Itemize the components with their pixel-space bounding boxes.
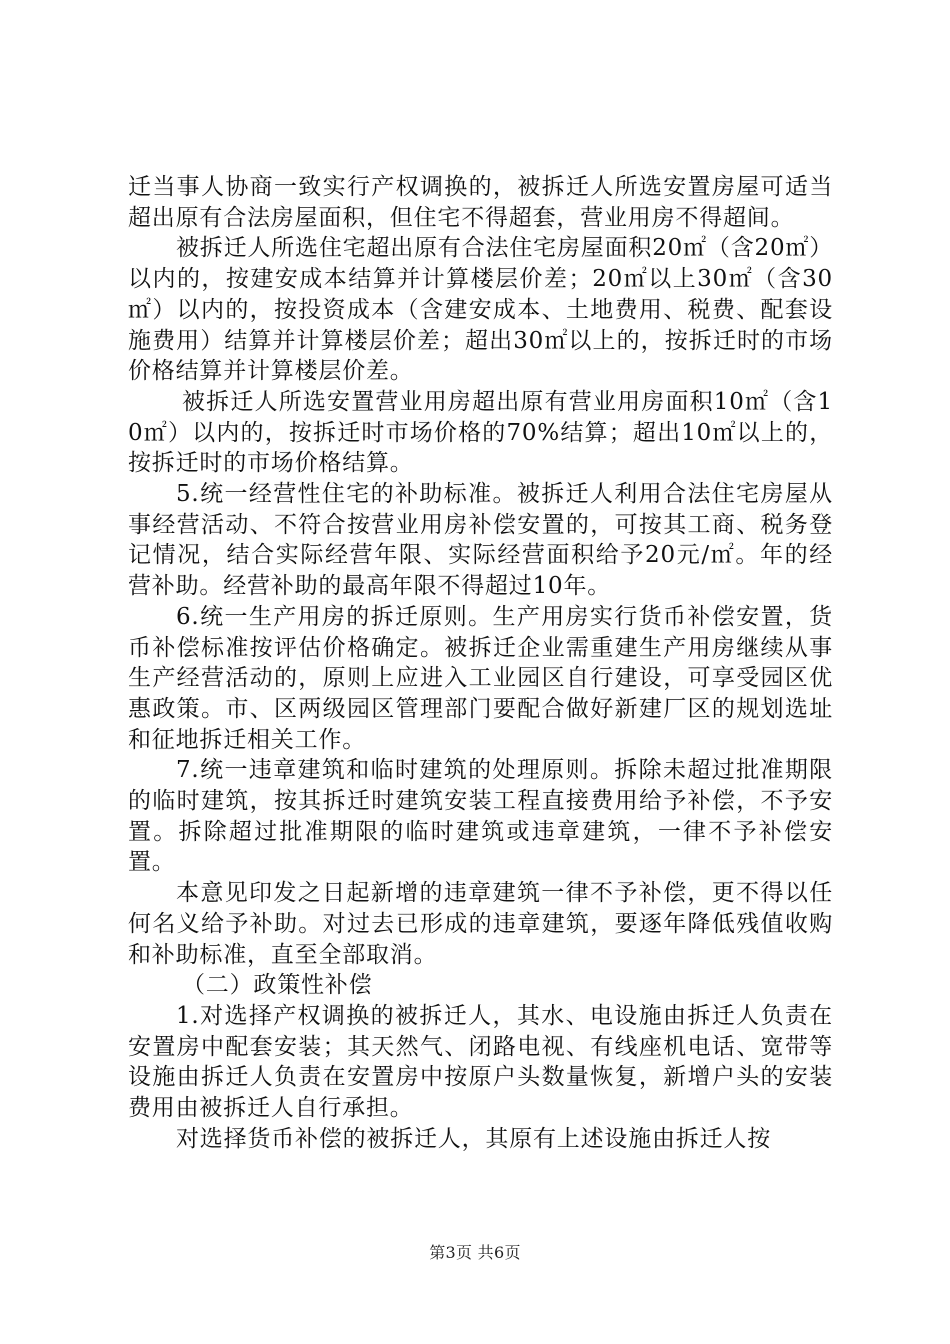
paragraph-item-5: 5.统一经营性住宅的补助标准。被拆迁人利用合法住宅房屋从事经营活动、不符合按营业用房补偿安置的，可按其工商、税务登记情况，结合实际经营年限、实际经营面积给予20元/㎡。年的经营补助。经营补助的最高年限不得超过10年。 xyxy=(128,481,833,600)
page-number: 第3页 共6页 xyxy=(429,1243,521,1262)
paragraph-item-6: 6.统一生产用房的拆迁原则。生产用房实行货币补偿安置，货币补偿标准按评估价格确定。被拆迁企业需重建生产用房继续从事生产经营活动的，原则上应进入工业园区自行建设，可享受园区优惠政策。市、区两级园区管理部门要配合做好新建厂区的规划选址和征地拆迁相关工作。 xyxy=(128,603,833,753)
paragraph-item-7: 7.统一违章建筑和临时建筑的处理原则。拆除未超过批准期限的临时建筑，按其拆迁时建筑安装工程直接费用给予补偿，不予安置。拆除超过批准期限的临时建筑或违章建筑，一律不予补偿安置。 xyxy=(128,757,833,876)
paragraph-illegal-buildings: 本意见印发之日起新增的违章建筑一律不予补偿，更不得以任何名义给予补助。对过去已形成的违章建筑，要逐年降低残值收购和补助标准，直至全部取消。 xyxy=(128,880,833,968)
paragraph-commercial-excess: 被拆迁人所选安置营业用房超出原有营业用房面积10㎡（含10㎡）以内的，按拆迁时市场价格的70%结算；超出10㎡以上的，按拆迁时的市场价格结算。 xyxy=(128,388,833,477)
section-heading-policy-compensation: （二）政策性补偿 xyxy=(182,972,373,999)
paragraph-policy-item-1: 1.对选择产权调换的被拆迁人，其水、电设施由拆迁人负责在安置房中配套安装；其天然气、闭路电视、有线座机电话、宽带等设施由拆迁人负责在安置房中按原户头数量恢复，新增户头的安装费用由被拆迁人自行承担。 xyxy=(128,1002,833,1122)
document-body xyxy=(128,172,833,1155)
paragraph-continuation: 迁当事人协商一致实行产权调换的，被拆迁人所选安置房屋可适当超出原有合法房屋面积，但住宅不得超套，营业用房不得超间。 xyxy=(128,174,833,231)
paragraph-monetary-compensation: 对选择货币补偿的被拆迁人，其原有上述设施由拆迁人按 xyxy=(176,1125,771,1152)
paragraph-residential-excess: 被拆迁人所选住宅超出原有合法住宅房屋面积20㎡（含20㎡）以内的，按建安成本结算并计算楼层价差；20㎡以上30㎡（含30㎡）以内的，按投资成本（含建安成本、土地费用、税费、配套设施费用）结算并计算楼层价差；超出30㎡以上的，按拆迁时的市场价格结算并计算楼层价差。 xyxy=(128,235,833,385)
